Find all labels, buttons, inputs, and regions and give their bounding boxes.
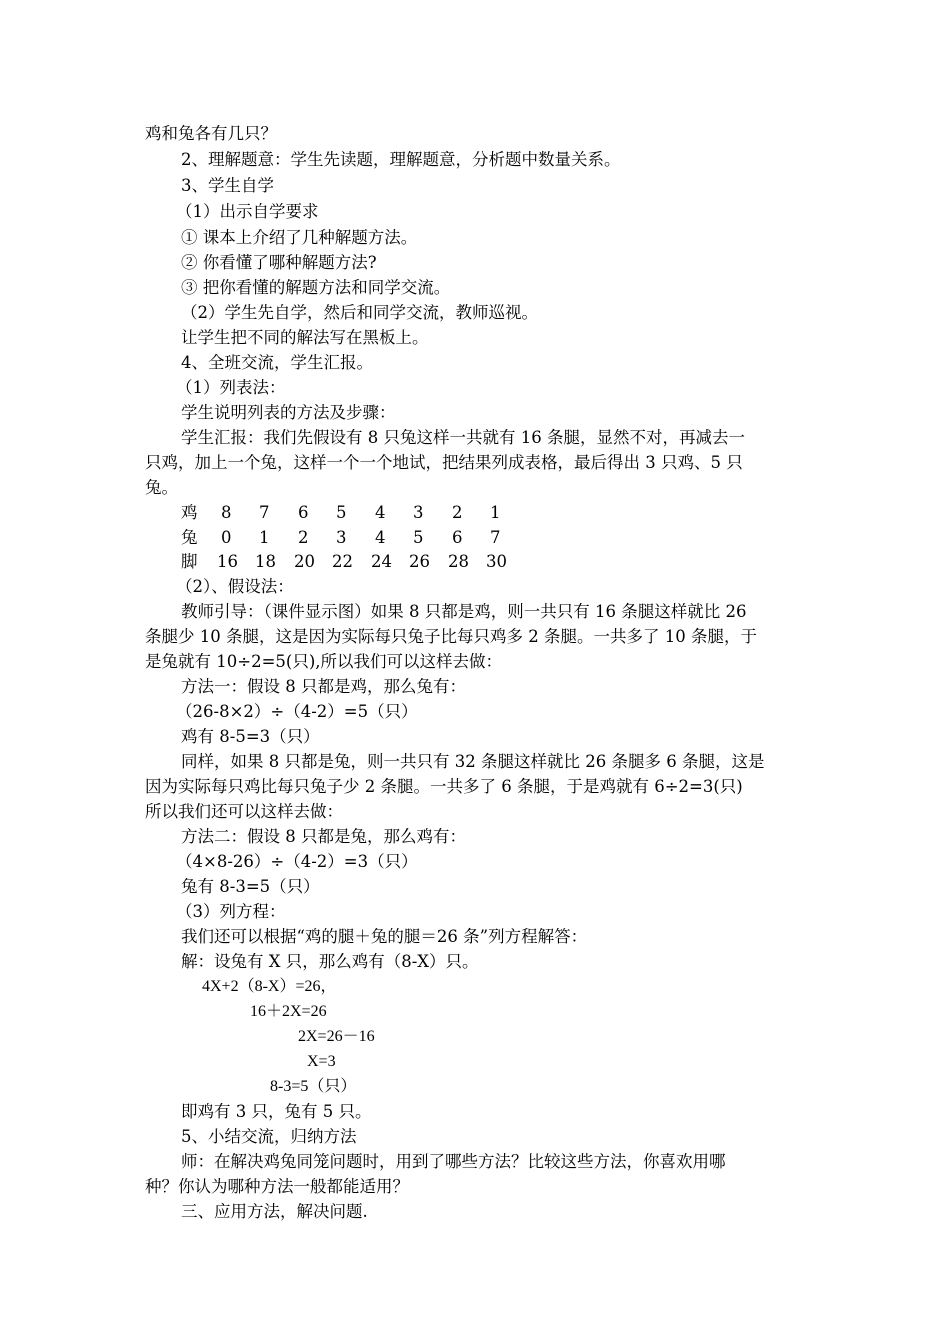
- table-cell: 28: [448, 552, 469, 571]
- table-cell: 5: [413, 528, 424, 547]
- text-line: ③ 把你看懂的解题方法和同学交流。: [181, 278, 451, 297]
- table-cell: 30: [486, 552, 507, 571]
- text-line: 4、全班交流，学生汇报。: [181, 353, 373, 372]
- row-label: 兔: [181, 528, 198, 547]
- text-line: 教师引导：（课件显示图）如果 8 只都是鸡，则一共只有 16 条腿这样就比 26: [181, 602, 747, 621]
- text-line: 即鸡有 3 只，兔有 5 只。: [181, 1102, 372, 1121]
- text-line: 因为实际每只鸡比每只兔子少 2 条腿。一共多了 6 条腿，于是鸡就有 6÷2=3(只): [145, 777, 743, 796]
- text-line: 鸡有 8-5=3（只）: [181, 727, 320, 746]
- equation-line: X=3: [307, 1053, 336, 1070]
- text-line: 学生汇报：我们先假设有 8 只兔这样一共就有 16 条腿，显然不对，再减去一: [181, 428, 745, 447]
- text-line: 所以我们还可以这样去做：: [145, 802, 343, 821]
- text-line: （4×8-26）÷（4-2）=3（只）: [176, 852, 418, 871]
- text-line: 鸡和兔各有几只？: [145, 124, 277, 143]
- text-line: 种？你认为哪种方法一般都能适用？: [145, 1177, 409, 1196]
- text-line: 学生说明列表的方法及步骤：: [181, 403, 396, 422]
- table-cell: 0: [221, 528, 232, 547]
- row-label: 脚: [181, 552, 198, 571]
- text-line: 只鸡，加上一个兔，这样一个一个地试，把结果列成表格，最后得出 3 只鸡、5 只: [145, 453, 743, 472]
- table-cell: 2: [298, 528, 309, 547]
- table-cell: 22: [332, 552, 353, 571]
- table-cell: 26: [409, 552, 430, 571]
- text-line: 解：设兔有 X 只，那么鸡有（8-X）只。: [181, 952, 479, 971]
- table-cell: 2: [452, 503, 463, 522]
- text-line: 是兔就有 10÷2=5(只),所以我们可以这样去做：: [145, 652, 503, 671]
- text-line: 兔有 8-3=5（只）: [181, 877, 320, 896]
- text-line: ① 课本上介绍了几种解题方法。: [181, 228, 418, 247]
- table-cell: 8: [221, 503, 232, 522]
- table-cell: 1: [490, 503, 501, 522]
- row-label: 鸡: [181, 503, 198, 522]
- table-cell: 6: [452, 528, 463, 547]
- equation-line: 8-3=5（只）: [270, 1078, 357, 1095]
- text-line: 同样，如果 8 只都是兔，则一共只有 32 条腿这样就比 26 条腿多 6 条腿，这是: [181, 752, 765, 771]
- text-line: （2）学生先自学，然后和同学交流，教师巡视。: [181, 303, 538, 322]
- equation-line: 4X+2（8-X）=26，: [202, 978, 337, 995]
- text-line: （2）、假设法：: [176, 577, 294, 596]
- text-line: 三、应用方法，解决问题.: [181, 1202, 368, 1221]
- text-line: 方法一：假设 8 只都是鸡，那么兔有：: [181, 677, 466, 696]
- text-line: 我们还可以根据“鸡的腿＋兔的腿＝26 条”列方程解答：: [181, 927, 588, 946]
- table-cell: 3: [413, 503, 424, 522]
- text-line: 2、理解题意：学生先读题，理解题意，分析题中数量关系。: [181, 150, 621, 169]
- text-line: 条腿少 10 条腿，这是因为实际每只兔子比每只鸡多 2 条腿。一共多了 10 条腿，于: [145, 627, 757, 646]
- text-line: （1）列表法：: [176, 378, 286, 397]
- text-line: ② 你看懂了哪种解题方法?: [181, 253, 377, 272]
- table-cell: 16: [217, 552, 238, 571]
- table-cell: 7: [259, 503, 270, 522]
- text-line: 师：在解决鸡兔同笼问题时，用到了哪些方法？比较这些方法，你喜欢用哪: [181, 1152, 726, 1171]
- text-line: 让学生把不同的解法写在黑板上。: [181, 328, 429, 347]
- text-line: （1）出示自学要求: [176, 202, 319, 221]
- table-cell: 18: [255, 552, 276, 571]
- text-line: （26-8×2）÷（4-2）=5（只）: [176, 702, 418, 721]
- table-cell: 3: [336, 528, 347, 547]
- table-cell: 4: [375, 503, 386, 522]
- table-cell: 7: [490, 528, 501, 547]
- text-line: 兔。: [145, 478, 178, 497]
- table-cell: 5: [336, 503, 347, 522]
- text-line: 5、小结交流，归纳方法: [181, 1127, 357, 1146]
- table-cell: 6: [298, 503, 309, 522]
- text-line: 方法二：假设 8 只都是兔，那么鸡有：: [181, 827, 466, 846]
- equation-line: 16＋2X=26: [250, 1003, 327, 1020]
- text-line: 3、学生自学: [181, 176, 274, 195]
- table-cell: 1: [259, 528, 270, 547]
- table-cell: 4: [375, 528, 386, 547]
- equation-line: 2X=26－16: [298, 1028, 375, 1045]
- table-cell: 20: [294, 552, 315, 571]
- table-cell: 24: [371, 552, 392, 571]
- text-line: （3）列方程：: [176, 902, 286, 921]
